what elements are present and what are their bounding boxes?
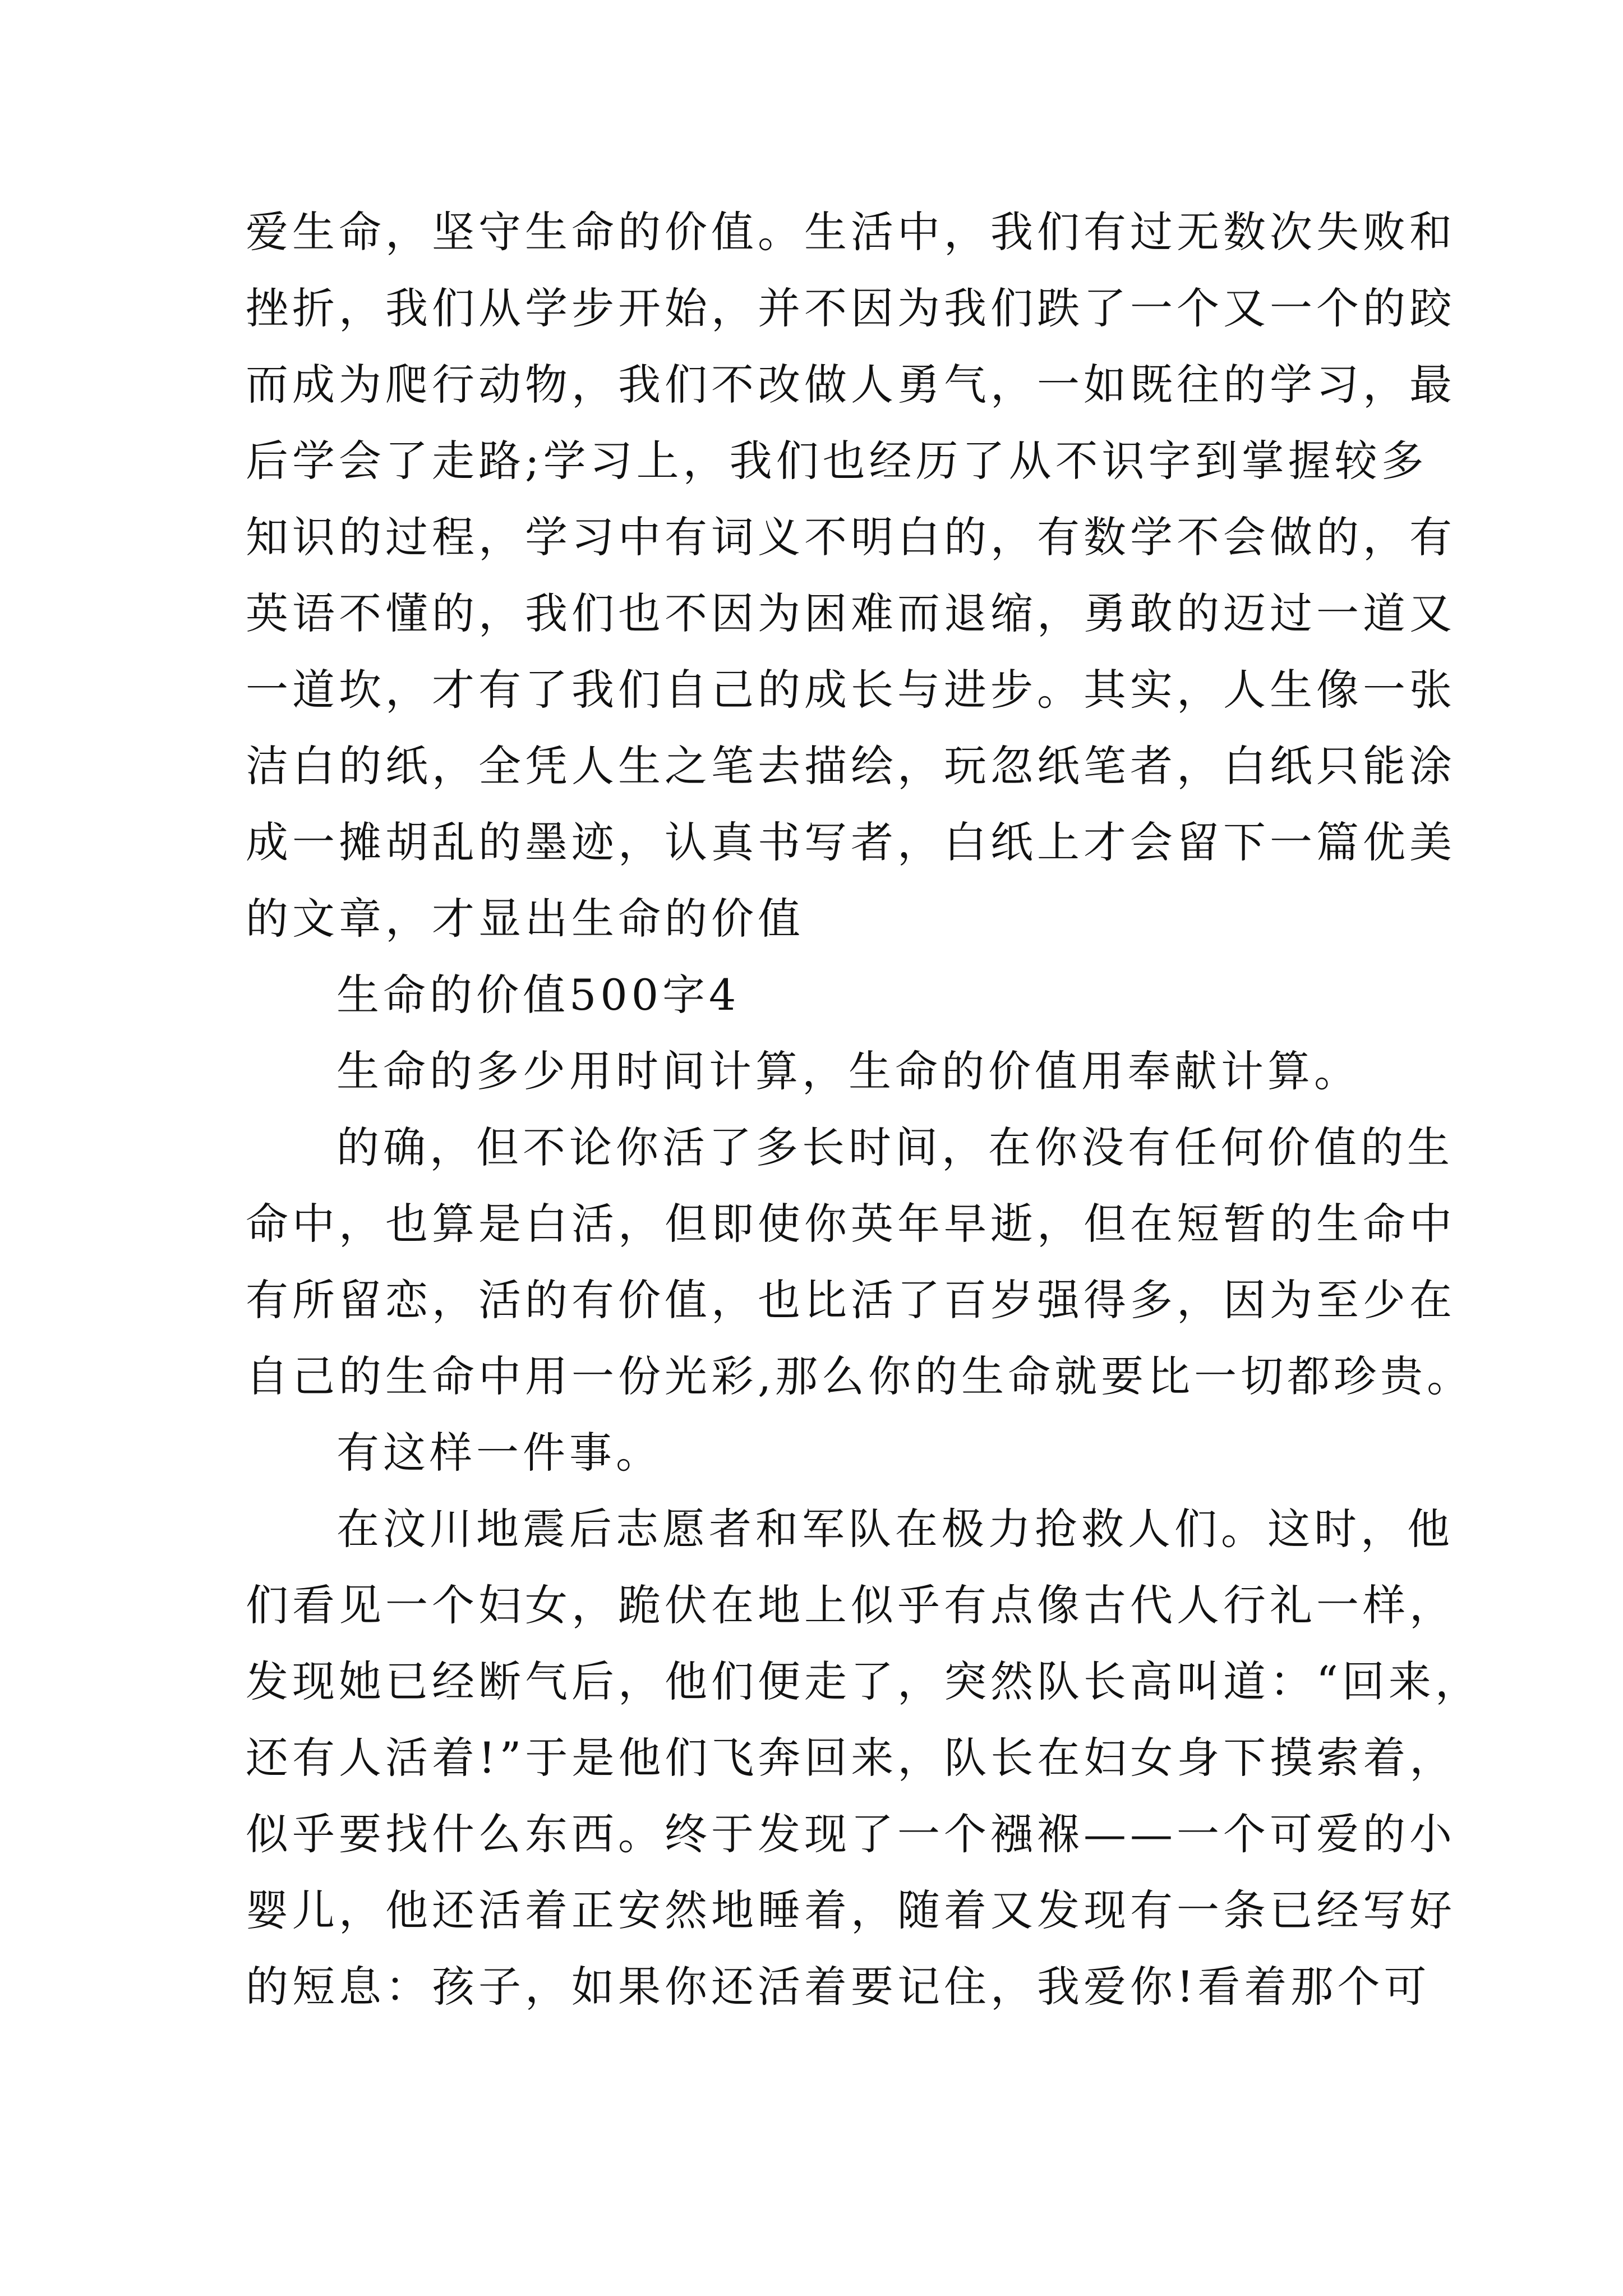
text-line: 还有人活着!”于是他们飞奔回来，队长在妇女身下摸索着，	[246, 1733, 1456, 1783]
text-line: 英语不懂的，我们也不因为困难而退缩，勇敢的迈过一道又	[246, 588, 1456, 638]
text-line: 的确，但不论你活了多长时间，在你没有任何价值的生	[336, 1122, 1454, 1172]
text-line: 而成为爬行动物，我们不改做人勇气，一如既往的学习，最	[246, 360, 1456, 409]
text-line: 一道坎，才有了我们自己的成长与进步。其实，人生像一张	[246, 665, 1456, 715]
text-line: 爱生命，坚守生命的价值。生活中，我们有过无数次失败和	[246, 207, 1456, 257]
text-line: 们看见一个妇女，跪伏在地上似乎有点像古代人行礼一样，	[246, 1580, 1456, 1630]
text-line: 生命的多少用时间计算，生命的价值用奉献计算。	[336, 1046, 1361, 1096]
text-line: 在汶川地震后志愿者和军队在极力抢救人们。这时，他	[336, 1504, 1454, 1554]
text-line: 婴儿，他还活着正安然地睡着，随着又发现有一条已经写好	[246, 1885, 1456, 1935]
text-line: 命中，也算是白活，但即使你英年早逝，但在短暂的生命中	[246, 1199, 1456, 1249]
text-line: 洁白的纸，全凭人生之笔去描绘，玩忽纸笔者，白纸只能涂	[246, 741, 1456, 791]
text-line: 发现她已经断气后，他们便走了，突然队长高叫道：“回来，	[246, 1657, 1482, 1706]
text-line: 成一摊胡乱的墨迹，认真书写者，白纸上才会留下一篇优美	[246, 817, 1456, 867]
text-line: 知识的过程，学习中有词义不明白的，有数学不会做的，有	[246, 512, 1456, 562]
text-line: 似乎要找什么东西。终于发现了一个襁褓——一个可爱的小	[246, 1809, 1456, 1859]
text-line: 有所留恋，活的有价值，也比活了百岁强得多，因为至少在	[246, 1275, 1456, 1325]
text-line: 后学会了走路;学习上，我们也经历了从不识字到掌握较多	[246, 436, 1428, 486]
text-line: 挫折，我们从学步开始，并不因为我们跌了一个又一个的跤	[246, 283, 1456, 333]
text-line: 自己的生命中用一份光彩,那么你的生命就要比一切都珍贵。	[246, 1351, 1474, 1401]
section-heading: 生命的价值500字4	[336, 970, 740, 1020]
text-line: 的短息：孩子，如果你还活着要记住，我爱你!看着那个可	[246, 1962, 1431, 2012]
text-line: 有这样一件事。	[336, 1428, 662, 1478]
text-line: 的文章，才显出生命的价值	[246, 894, 804, 944]
